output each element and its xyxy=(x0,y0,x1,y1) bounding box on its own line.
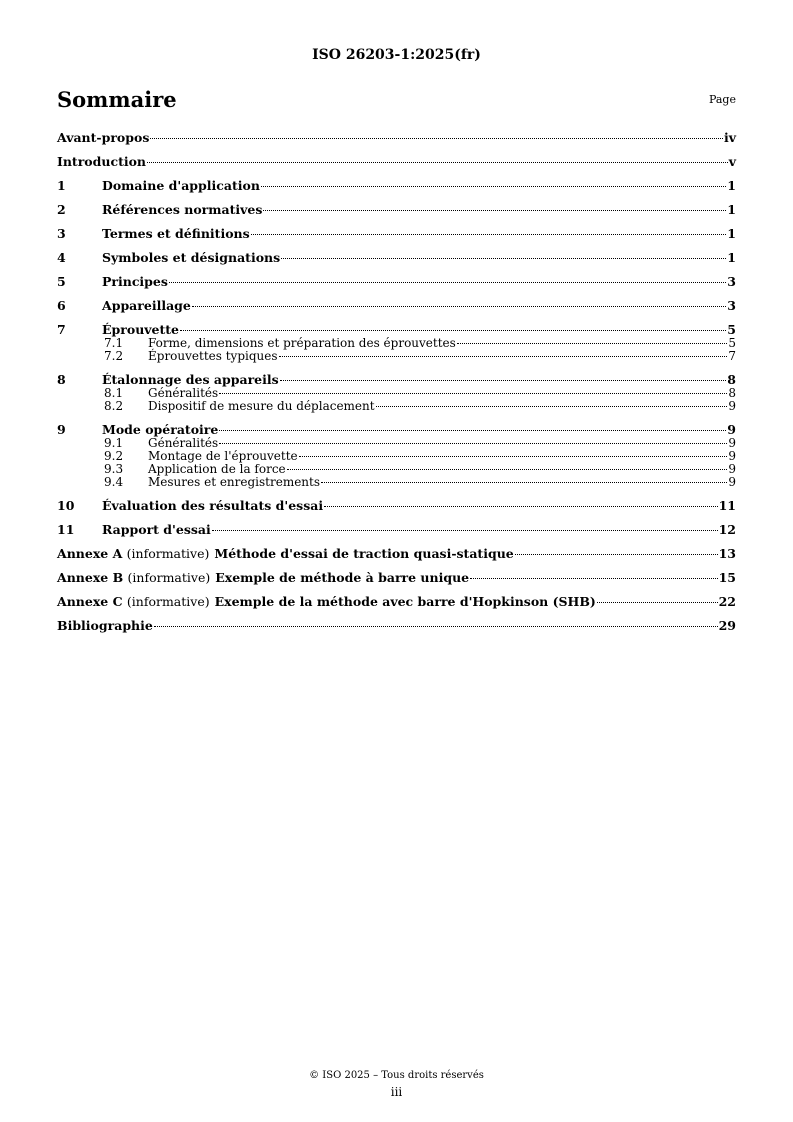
dot-leader xyxy=(376,406,728,407)
dot-leader xyxy=(299,456,728,457)
toc-entry-title: Rapport d'essai xyxy=(102,522,211,537)
toc-entry-number: 9.2 xyxy=(104,449,124,463)
toc-entry-number: 2 xyxy=(57,202,66,217)
toc-entry-number: 5 xyxy=(57,274,66,289)
annex-type: (informative) xyxy=(127,570,211,585)
dot-leader xyxy=(287,469,728,470)
toc-entry-3[interactable] xyxy=(57,226,736,241)
page-footer xyxy=(0,1067,793,1101)
toc-entry-page: 9 xyxy=(728,462,736,476)
dot-leader xyxy=(180,330,726,331)
dot-leader xyxy=(280,380,727,381)
dot-leader xyxy=(279,356,728,357)
toc-entry-page: 11 xyxy=(718,498,736,513)
toc-entry-page: 5 xyxy=(728,336,736,350)
toc-entry-number: 8.1 xyxy=(104,386,124,400)
toc-entry-title: Étalonnage des appareils xyxy=(102,372,279,387)
toc-entry-annexe-b[interactable] xyxy=(57,570,736,585)
dot-leader xyxy=(219,430,726,431)
dot-leader xyxy=(147,162,728,163)
toc-entry-page: 9 xyxy=(728,436,736,450)
page-number: iii xyxy=(390,1085,403,1099)
toc-entry-8[interactable] xyxy=(57,372,736,387)
toc-entry-page: 9 xyxy=(727,422,736,437)
toc-title: Sommaire xyxy=(57,87,177,112)
document-header: ISO 26203-1:2025(fr) xyxy=(312,47,481,63)
dot-leader xyxy=(219,393,727,394)
toc-entry-annexe-a[interactable] xyxy=(57,546,736,561)
dot-leader xyxy=(263,210,726,211)
annex-type: (informative) xyxy=(126,546,210,561)
toc-entry-title: Mesures et enregistrements xyxy=(148,475,321,489)
annex-label: Annexe C xyxy=(57,594,123,609)
toc-entry-introduction[interactable] xyxy=(57,154,736,169)
dot-leader xyxy=(321,482,727,483)
toc-entry-title: Éprouvette xyxy=(102,322,179,337)
toc-entry-title: Exemple de méthode à barre unique xyxy=(215,570,470,585)
dot-leader xyxy=(470,578,717,579)
toc-entry-11[interactable] xyxy=(57,522,736,537)
toc-entry-title: Bibliographie xyxy=(57,618,153,633)
dot-leader xyxy=(154,626,718,627)
toc-entry-title: Forme, dimensions et préparation des éprouvettes xyxy=(148,336,456,350)
toc-entry-number: 7.2 xyxy=(104,349,124,363)
toc-entry-7-2[interactable] xyxy=(57,350,736,363)
toc-entry-page: 15 xyxy=(718,570,736,585)
toc-entry-page: 29 xyxy=(718,618,736,633)
toc-entry-page: 3 xyxy=(727,274,736,289)
toc-entry-page: 9 xyxy=(728,475,736,489)
toc-entry-number: 3 xyxy=(57,226,66,241)
toc-entry-page: 5 xyxy=(727,322,736,337)
dot-leader xyxy=(457,343,728,344)
toc-entry-2[interactable] xyxy=(57,202,736,217)
toc-entry-number: 9.3 xyxy=(104,462,124,476)
dot-leader xyxy=(281,258,726,259)
toc-entry-7[interactable] xyxy=(57,322,736,337)
toc-entry-page: 3 xyxy=(727,298,736,313)
toc-entry-title: Évaluation des résultats d'essai xyxy=(102,498,324,513)
toc-entry-bibliographie[interactable] xyxy=(57,618,736,633)
toc-entry-page: 9 xyxy=(728,449,736,463)
toc-entry-page: 1 xyxy=(727,226,736,241)
toc-entry-title: Mode opératoire xyxy=(102,422,219,437)
annex-label: Annexe B xyxy=(57,570,124,585)
toc-entry-page: 22 xyxy=(718,594,736,609)
toc-entry-page: 1 xyxy=(727,202,736,217)
toc-entry-8-2[interactable] xyxy=(57,400,736,413)
toc-entry-title: Avant-propos xyxy=(57,130,150,145)
toc-entry-page: 8 xyxy=(727,372,736,387)
dot-leader xyxy=(212,530,718,531)
toc-entry-title: Références normatives xyxy=(102,202,263,217)
toc-entry-title: Généralités xyxy=(148,436,219,450)
toc-entry-1[interactable] xyxy=(57,178,736,193)
dot-leader xyxy=(324,506,717,507)
toc-entry-page: v xyxy=(728,154,736,169)
toc-entry-number: 9.4 xyxy=(104,475,124,489)
dot-leader xyxy=(515,554,718,555)
table-of-contents xyxy=(57,130,736,633)
toc-entry-title: Appareillage xyxy=(102,298,191,313)
toc-entry-title: Termes et définitions xyxy=(102,226,250,241)
toc-entry-title: Méthode d'essai de traction quasi-statique xyxy=(214,546,514,561)
toc-entry-6[interactable] xyxy=(57,298,736,313)
toc-entry-title: Dispositif de mesure du déplacement xyxy=(148,399,375,413)
toc-entry-title: Domaine d'application xyxy=(102,178,260,193)
dot-leader xyxy=(597,602,718,603)
toc-entry-number: 11 xyxy=(57,522,75,537)
toc-entry-5[interactable] xyxy=(57,274,736,289)
dot-leader xyxy=(150,138,723,139)
annex-label: Annexe A xyxy=(57,546,123,561)
toc-entry-title: Introduction xyxy=(57,154,147,169)
copyright-notice: © ISO 2025 – Tous droits réservés xyxy=(309,1070,484,1081)
dot-leader xyxy=(251,234,727,235)
toc-entry-page: 7 xyxy=(728,349,736,363)
toc-entry-number: 8.2 xyxy=(104,399,124,413)
toc-entry-number: 6 xyxy=(57,298,66,313)
toc-entry-title: Application de la force xyxy=(148,462,286,476)
toc-entry-avant-propos[interactable] xyxy=(57,130,736,145)
dot-leader xyxy=(261,186,726,187)
toc-entry-number: 8 xyxy=(57,372,66,387)
toc-entry-number: 9.1 xyxy=(104,436,124,450)
toc-entry-number: 1 xyxy=(57,178,66,193)
toc-entry-page: 12 xyxy=(718,522,736,537)
annex-type: (informative) xyxy=(126,594,210,609)
dot-leader xyxy=(219,443,727,444)
toc-entry-title: Montage de l'éprouvette xyxy=(148,449,298,463)
toc-entry-9-4[interactable] xyxy=(57,476,736,489)
toc-entry-4[interactable] xyxy=(57,250,736,265)
toc-entry-number: 7 xyxy=(57,322,66,337)
toc-entry-annexe-c[interactable] xyxy=(57,594,736,609)
page-column-label: Page xyxy=(708,93,736,106)
toc-entry-number: 7.1 xyxy=(104,336,124,350)
toc-entry-title: Généralités xyxy=(148,386,219,400)
toc-entry-number: 10 xyxy=(57,498,75,513)
dot-leader xyxy=(169,282,726,283)
toc-entry-page: iv xyxy=(723,130,736,145)
toc-entry-number: 4 xyxy=(57,250,66,265)
toc-entry-page: 1 xyxy=(727,250,736,265)
toc-entry-9[interactable] xyxy=(57,422,736,437)
toc-entry-page: 13 xyxy=(718,546,736,561)
toc-entry-page: 8 xyxy=(728,386,736,400)
dot-leader xyxy=(192,306,726,307)
toc-entry-title: Symboles et désignations xyxy=(102,250,281,265)
toc-entry-title: Éprouvettes typiques xyxy=(148,349,278,363)
toc-entry-number: 9 xyxy=(57,422,66,437)
toc-entry-page: 1 xyxy=(727,178,736,193)
toc-entry-title: Exemple de la méthode avec barre d'Hopkinson (SHB) xyxy=(214,594,596,609)
toc-entry-10[interactable] xyxy=(57,498,736,513)
toc-entry-title: Principes xyxy=(102,274,168,289)
toc-entry-page: 9 xyxy=(728,399,736,413)
